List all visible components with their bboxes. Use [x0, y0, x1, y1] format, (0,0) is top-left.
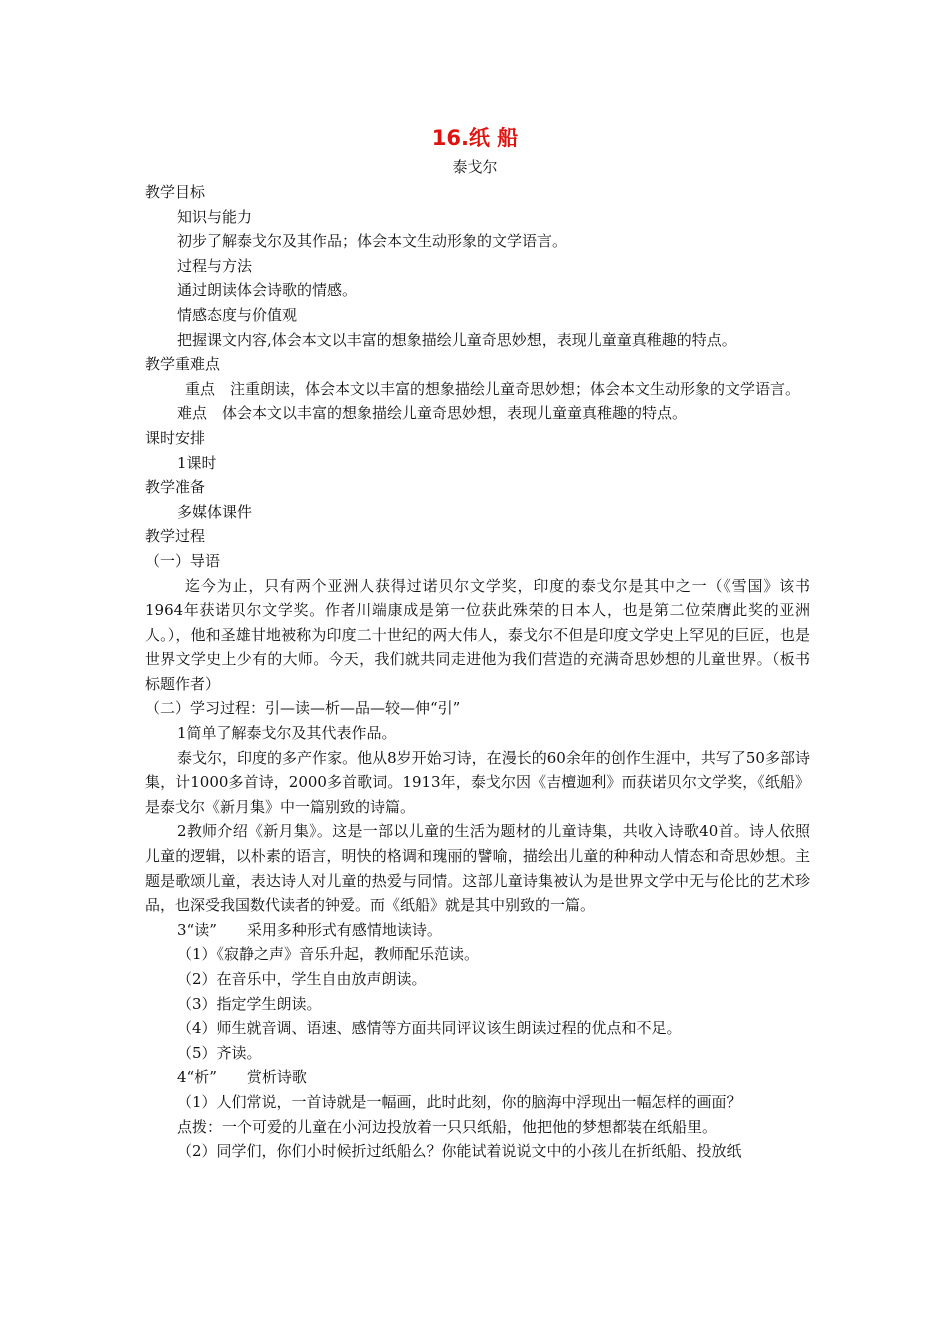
analysis-question-1: （1）人们常说，一首诗就是一幅画，此时此刻，你的脑海中浮现出一幅怎样的画面？ — [177, 1092, 742, 1111]
goals-heading: 教学目标 — [145, 183, 206, 201]
read-item: （1）《寂静之声》音乐升起，教师配乐范读。 — [177, 945, 480, 964]
step3-heading: 3“读” 采用多种形式有感情地读诗。 — [177, 920, 442, 939]
lesson-title: 16.纸 船 — [431, 126, 519, 150]
analysis-question-2: （2）同学们，你们小时候折过纸船么？你能试着说说文中的小孩儿在折纸船、投放纸 — [177, 1142, 742, 1161]
step4-heading: 4“析” 赏析诗歌 — [177, 1068, 307, 1087]
knowledge-text: 初步了解泰戈尔及其作品；体会本文生动形象的文学语言。 — [177, 232, 568, 251]
knowledge-heading: 知识与能力 — [177, 207, 253, 226]
emotion-heading: 情感态度与价值观 — [177, 305, 298, 324]
document-body — [145, 180, 810, 1164]
emotion-text: 把握课文内容,体会本文以丰富的想象描绘儿童奇思妙想，表现儿童童真稚趣的特点。 — [177, 330, 737, 349]
difficult-text: 难点 体会本文以丰富的想象描绘儿童奇思妙想，表现儿童童真稚趣的特点。 — [177, 404, 688, 423]
process-heading: 过程与方法 — [177, 256, 253, 275]
schedule-text: 1课时 — [177, 453, 217, 472]
step1-text: 泰戈尔，印度的多产作家。他从8岁开始习诗，在漫长的60余年的创作生涯中，共写了50多部诗集，计1000多首诗，2000多首歌词。1913年，泰戈尔因《吉檀迦利》而获诺贝尔文学奖，《纸船》是泰戈尔《新月集》中一篇别致的诗篇。 — [145, 748, 810, 816]
step1-heading: 1简单了解泰戈尔及其代表作品。 — [177, 724, 397, 743]
read-item: （5）齐读。 — [177, 1043, 262, 1062]
read-item: （2）在音乐中，学生自由放声朗读。 — [177, 970, 427, 988]
keypoints-heading: 教学重难点 — [145, 355, 221, 374]
author-name: 泰戈尔 — [452, 158, 498, 176]
prep-heading: 教学准备 — [145, 478, 206, 497]
intro-heading: （一）导语 — [145, 551, 221, 570]
process-text: 通过朗读体会诗歌的情感。 — [177, 281, 358, 300]
read-item: （4）师生就音调、语速、感情等方面共同评议该生朗读过程的优点和不足。 — [177, 1019, 682, 1038]
analysis-hint: 点拨：一个可爱的儿童在小河边投放着一只只纸船，他把他的梦想都装在纸船里。 — [177, 1117, 718, 1136]
read-item: （3）指定学生朗读。 — [177, 994, 322, 1013]
intro-text: 迄今为止，只有两个亚洲人获得过诺贝尔文学奖，印度的泰戈尔是其中之一（《雪国》该书1964年获诺贝尔文学奖。作者川端康成是第一位获此殊荣的日本人，也是第二位荣膺此奖的亚洲人。），他和圣雄甘地被称为印度二十世纪的两大伟人，泰戈尔不但是印度文学史上罕见的巨匠，也是世界文学史上少有的大师。今天，我们就共同走进他为我们营造的充满奇思妙想的儿童世界。（板书标题作者） — [145, 576, 810, 693]
step2-text: 2教师介绍《新月集》。这是一部以儿童的生活为题材的儿童诗集，共收入诗歌40首。诗人依照儿童的逻辑，以朴素的语言，明快的格调和瑰丽的譬喻，描绘出儿童的种种动人情态和奇思妙想。主题是歌颂儿童，表达诗人对儿童的热爱与同情。这部儿童诗集被认为是世界文学中无与伦比的艺术珍品，也深受我国数代读者的钟爱。而《纸船》就是其中别致的一篇。 — [145, 822, 810, 915]
schedule-heading: 课时安排 — [145, 428, 206, 447]
procedure-heading: 教学过程 — [145, 527, 206, 546]
learning-heading: （二）学习过程：引—读—析—品—较—伸“引” — [145, 699, 461, 718]
prep-text: 多媒体课件 — [177, 502, 253, 521]
key-text: 重点 注重朗读，体会本文以丰富的想象描绘儿童奇思妙想；体会本文生动形象的文学语言。 — [185, 379, 801, 398]
